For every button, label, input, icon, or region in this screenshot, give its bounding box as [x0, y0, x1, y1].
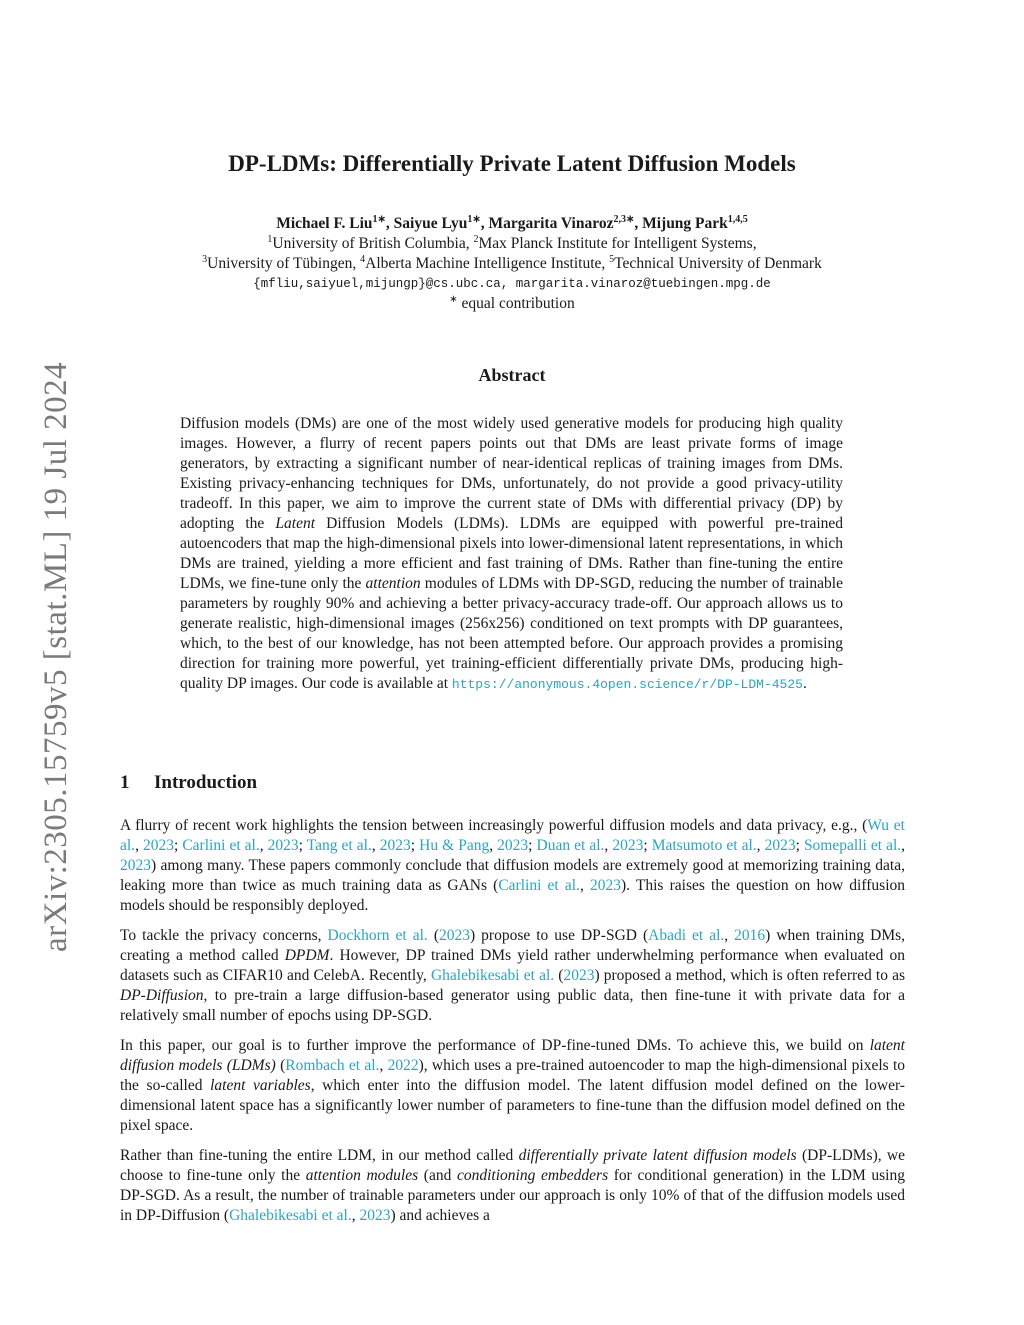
citation-year-link[interactable]: 2023: [359, 1207, 391, 1224]
citation-link[interactable]: Wu et al.: [120, 817, 905, 854]
citation-year-link[interactable]: 2023: [612, 837, 644, 854]
citation-year-link[interactable]: 2023: [589, 877, 621, 894]
citation-link[interactable]: Abadi et al.: [648, 927, 725, 944]
citation-link[interactable]: Hu & Pang: [419, 837, 490, 854]
author-emails: {mfliu,saiyuel,mijungp}@cs.ubc.ca, margarita.vinaroz@tuebingen.mpg.de: [253, 277, 771, 291]
abstract-body: Diffusion models (DMs) are one of the most widely used generative models for producing high quality images. However, a flurry of recent papers points out that DMs are least private forms of image generators, by extracting a significant number of near-identical replicas of training images from DMs. Existing privacy-enhancing techniques for DMs, unfortunately, do not provide a good privacy-utility tradeoff. In this paper, we aim to improve the current state of DMs with differential privacy (DP) by adopting the Latent Diffusion Models (LDMs). LDMs are equipped with powerful pre-trained autoencoders that map the high-dimensional pixels into lower-dimensional latent representations, in which DMs are trained, yielding a more efficient and fast training of DMs. Rather than fine-tuning the entire LDMs, we fine-tune only the attention modules of LDMs with DP-SGD, reducing the number of trainable parameters by roughly 90% and achieving a better privacy-accuracy trade-off. Our approach allows us to generate realistic, high-dimensional images (256x256) conditioned on text prompts with DP guarantees, which, to the best of our knowledge, has not been attempted before. Our approach provides a promising direction for training more powerful, yet training-efficient differentially private DMs, producing high-quality DP images. Our code is available at https://anonymous.4open.science/r/DP-LDM-4525.: [180, 415, 844, 692]
intro-paragraph-4: Rather than fine-tuning the entire LDM, in our method called differentially private latent diffusion models (DP-LDMs), we choose to fine-tune only the attention modules (and conditioning embedders for conditional generation) in the LDM using DP-SGD. As a result, the number of trainable parameters under our approach is only 10% of that of the diffusion models used in DP-Diffusion (Ghalebikesabi et al., 2023) and achieves a: [120, 1147, 905, 1224]
author-superscript: 1,4,5: [727, 213, 748, 225]
code-url-link[interactable]: https://anonymous.4open.science/r/DP-LDM-4525: [451, 677, 803, 692]
author-name: Mijung Park: [642, 215, 728, 232]
citation-year-link[interactable]: 2023: [764, 837, 796, 854]
citation-year-link[interactable]: 2023: [120, 857, 151, 874]
affiliations-line-1: $^1$University of British Columbia, $^2$Max Planck Institute for Intelligent Systems,: [267, 233, 757, 252]
citation-year-link[interactable]: 2023: [379, 837, 411, 854]
author-block: [0, 214, 1024, 314]
intro-paragraph-2: To tackle the privacy concerns, Dockhorn et al. (2023) propose to use DP-SGD (Abadi et al., 2016) when training DMs, creating a method called DPDM. However, DP trained DMs yield rather underwhelming performance when evaluated on datasets such as CIFAR10 and CelebA. Recently, Ghalebikesabi et al. (2023) proposed a method, which is often referred to as DP-Diffusion, to pre-train a large diffusion-based generator using public data, then fine-tune it with private data for a relatively small number of epochs using DP-SGD.: [120, 927, 906, 1024]
citation-link[interactable]: Dockhorn et al.: [327, 927, 428, 944]
equal-contribution-note: ∗ equal contribution: [449, 293, 575, 312]
citation-link[interactable]: Matsumoto et al.: [651, 837, 757, 854]
citation-year-link[interactable]: 2023: [142, 837, 174, 854]
author-superscript: 1∗: [467, 213, 481, 225]
arxiv-identifier: arXiv:2305.15759v5 [stat.ML] 19 Jul 2024: [38, 361, 74, 952]
citation-link[interactable]: Ghalebikesabi et al.: [430, 967, 555, 984]
citation-link[interactable]: Somepalli et al.: [803, 837, 902, 854]
citation-link[interactable]: Tang et al.: [306, 837, 372, 854]
author-name: Saiyue Lyu: [393, 215, 468, 232]
author-superscript: 1∗: [372, 213, 386, 225]
citation-link[interactable]: Ghalebikesabi et al.: [229, 1207, 352, 1224]
affiliations-line-2: $^3$University of Tübingen, $^4$Alberta Machine Intelligence Institute, $^5$Technical University of Denmark: [202, 253, 822, 272]
section-number: 1: [120, 772, 130, 793]
abstract-heading: Abstract: [478, 365, 546, 385]
author-name: Michael F. Liu: [276, 215, 373, 232]
section-title: Introduction: [154, 772, 258, 793]
citation-link[interactable]: Rombach et al.: [285, 1057, 380, 1074]
intro-paragraph-3: In this paper, our goal is to further improve the performance of DP-fine-tuned DMs. To achieve this, we build on latent diffusion models (LDMs) (Rombach et al., 2022), which uses a pre-trained autoencoder to map the high-dimensional pixels to the so-called latent variables, which enter into the diffusion model. The latent diffusion model defined on the lower-dimensional latent space has a significantly lower number of parameters to fine-tune than the diffusion model defined on the pixel space.: [120, 1037, 906, 1134]
introduction-body: [120, 816, 905, 1236]
citation-link[interactable]: Carlini et al.: [182, 837, 260, 854]
paper-title: DP-LDMs: Differentially Private Latent Diffusion Models: [228, 151, 796, 176]
author-superscript: 2,3∗: [613, 213, 635, 225]
citation-year-link[interactable]: 2023: [267, 837, 299, 854]
citation-year-link[interactable]: 2023: [563, 967, 595, 984]
author-names: Michael F. Liu$^{1∗}$, Saiyue Lyu$^{1∗}$, Margarita Vinaroz$^{2,3∗}$, Mijung Park$^{1,4,5}$: [276, 213, 748, 232]
citation-year-link[interactable]: 2022: [387, 1057, 419, 1074]
author-name: Margarita Vinaroz: [488, 215, 614, 232]
citation-link[interactable]: Carlini et al.: [498, 877, 580, 894]
section-heading-introduction: [120, 772, 905, 794]
intro-paragraph-1: A flurry of recent work highlights the tension between increasingly powerful diffusion models and data privacy, e.g., (Wu et al., 2023; Carlini et al., 2023; Tang et al., 2023; Hu & Pang, 2023; Duan et al., 2023; Matsumoto et al., 2023; Somepalli et al., 2023) among many. These papers commonly conclude that diffusion models are extremely good at memorizing training data, leaking more than twice as much training data as GANs (Carlini et al., 2023). This raises the question on how diffusion models should be responsibly deployed.: [120, 817, 906, 914]
citation-link[interactable]: Duan et al.: [536, 837, 605, 854]
citation-year-link[interactable]: 2023: [438, 927, 470, 944]
citation-year-link[interactable]: 2023: [497, 837, 529, 854]
citation-year-link[interactable]: 2016: [734, 927, 766, 944]
